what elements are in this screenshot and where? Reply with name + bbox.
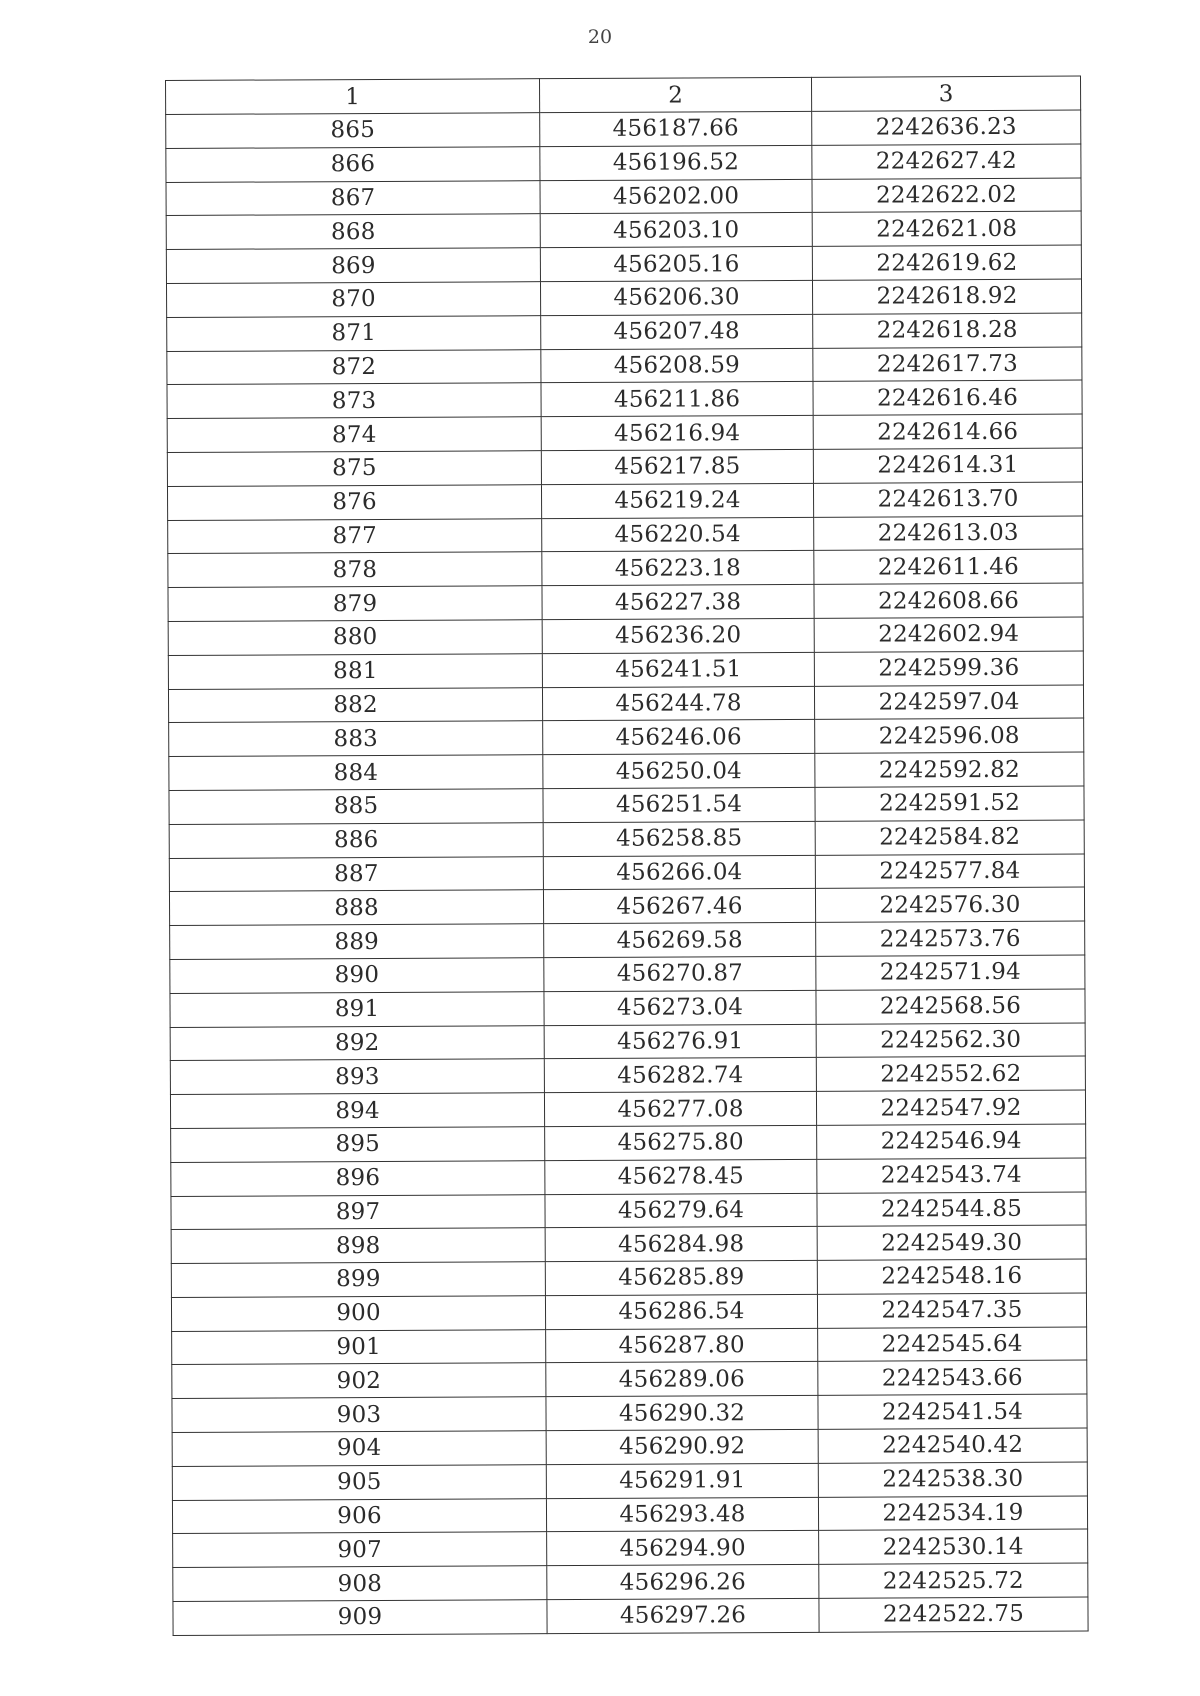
y-coordinate-cell: 2242608.66 [814, 583, 1083, 618]
table-row [166, 144, 1081, 182]
y-coordinate-cell: 2242627.42 [812, 144, 1081, 179]
x-coordinate-cell: 456269.58 [544, 922, 816, 957]
y-coordinate-cell: 2242576.30 [815, 887, 1084, 922]
table-row [166, 245, 1081, 283]
x-coordinate-cell: 456223.18 [542, 551, 814, 586]
y-coordinate-cell: 2242548.16 [817, 1259, 1086, 1294]
point-number-cell: 879 [168, 586, 542, 622]
table-row [170, 955, 1085, 993]
table-row [169, 887, 1084, 925]
x-coordinate-cell: 456208.59 [541, 348, 813, 383]
x-coordinate-cell: 456294.90 [547, 1531, 819, 1566]
x-coordinate-cell: 456273.04 [544, 990, 816, 1025]
point-number-cell: 882 [168, 687, 542, 723]
x-coordinate-cell: 456241.51 [542, 652, 814, 687]
point-number-cell: 892 [170, 1025, 544, 1061]
table-row [167, 482, 1082, 520]
point-number-cell: 889 [170, 924, 544, 960]
point-number-cell: 874 [167, 417, 541, 453]
x-coordinate-cell: 456205.16 [540, 247, 812, 282]
point-number-cell: 877 [168, 518, 542, 554]
table-row [166, 110, 1081, 148]
table-row [166, 211, 1081, 249]
point-number-cell: 866 [166, 146, 540, 182]
x-coordinate-cell: 456207.48 [541, 314, 813, 349]
point-number-cell: 893 [170, 1059, 544, 1095]
y-coordinate-cell: 2242546.94 [817, 1124, 1086, 1159]
point-number-cell: 894 [170, 1093, 544, 1129]
x-coordinate-cell: 456284.98 [545, 1227, 817, 1262]
table-row [171, 1259, 1086, 1297]
y-coordinate-cell: 2242540.42 [818, 1428, 1087, 1463]
x-coordinate-cell: 456287.80 [546, 1328, 818, 1363]
y-coordinate-cell: 2242543.74 [817, 1158, 1086, 1193]
x-coordinate-cell: 456277.08 [544, 1091, 816, 1126]
x-coordinate-cell: 456267.46 [543, 889, 815, 924]
x-coordinate-cell: 456296.26 [547, 1565, 819, 1600]
y-coordinate-cell: 2242613.03 [814, 516, 1083, 551]
table-row [169, 752, 1084, 790]
y-coordinate-cell: 2242591.52 [815, 786, 1084, 821]
point-number-cell: 890 [170, 958, 544, 994]
table-row [172, 1327, 1087, 1365]
y-coordinate-cell: 2242543.66 [818, 1360, 1087, 1395]
y-coordinate-cell: 2242547.92 [816, 1090, 1085, 1125]
x-coordinate-cell: 456282.74 [544, 1058, 816, 1093]
point-number-cell: 875 [167, 451, 541, 487]
y-coordinate-cell: 2242544.85 [817, 1192, 1086, 1227]
y-coordinate-cell: 2242599.36 [814, 651, 1083, 686]
y-coordinate-cell: 2242636.23 [812, 110, 1081, 145]
page-number: 20 [587, 26, 613, 48]
table-row [170, 921, 1085, 959]
y-coordinate-cell: 2242602.94 [814, 617, 1083, 652]
y-coordinate-cell: 2242522.75 [819, 1597, 1088, 1632]
point-number-cell: 883 [169, 721, 543, 757]
point-number-cell: 884 [169, 755, 543, 791]
y-coordinate-cell: 2242584.82 [815, 820, 1084, 855]
x-coordinate-cell: 456275.80 [545, 1125, 817, 1160]
point-number-cell: 873 [167, 383, 541, 419]
point-number-cell: 885 [169, 789, 543, 825]
coordinates-table [165, 76, 1089, 1636]
table-row [167, 347, 1082, 385]
y-coordinate-cell: 2242597.04 [814, 685, 1083, 720]
table-row [172, 1394, 1087, 1432]
y-coordinate-cell: 2242613.70 [813, 482, 1082, 517]
y-coordinate-cell: 2242611.46 [814, 549, 1083, 584]
point-number-cell: 871 [167, 315, 541, 351]
x-coordinate-cell: 456220.54 [542, 517, 814, 552]
table-row [171, 1124, 1086, 1162]
table-row [171, 1158, 1086, 1196]
x-coordinate-cell: 456202.00 [540, 179, 812, 214]
y-coordinate-cell: 2242530.14 [819, 1529, 1088, 1564]
table-body [166, 76, 1089, 1635]
point-number-cell: 897 [171, 1194, 545, 1230]
y-coordinate-cell: 2242622.02 [812, 178, 1081, 213]
x-coordinate-cell: 456276.91 [544, 1024, 816, 1059]
x-coordinate-cell: 456290.92 [546, 1429, 818, 1464]
point-number-cell: 909 [173, 1600, 547, 1636]
table-row [168, 549, 1083, 587]
point-number-cell: 908 [173, 1566, 547, 1602]
table-row [172, 1428, 1087, 1466]
x-coordinate-cell: 456216.94 [541, 416, 813, 451]
x-coordinate-cell: 456203.10 [540, 213, 812, 248]
point-number-cell: 865 [166, 113, 540, 149]
point-number-cell: 899 [171, 1262, 545, 1298]
x-coordinate-cell: 456217.85 [541, 449, 813, 484]
y-coordinate-cell: 2242618.28 [813, 313, 1082, 348]
table-row [169, 820, 1084, 858]
x-coordinate-cell: 456266.04 [543, 855, 815, 890]
y-coordinate-cell: 2242525.72 [819, 1563, 1088, 1598]
y-coordinate-cell: 2242552.62 [816, 1056, 1085, 1091]
y-coordinate-cell: 2242614.66 [813, 414, 1082, 449]
table-row [169, 854, 1084, 892]
table-row [166, 279, 1081, 317]
x-coordinate-cell: 456285.89 [545, 1260, 817, 1295]
y-coordinate-cell: 2242618.92 [812, 279, 1081, 314]
x-coordinate-cell: 456293.48 [546, 1497, 818, 1532]
point-number-cell: 869 [166, 248, 540, 284]
x-coordinate-cell: 456290.32 [546, 1396, 818, 1431]
x-coordinate-cell: 456219.24 [541, 483, 813, 518]
point-number-cell: 891 [170, 991, 544, 1027]
point-number-cell: 907 [173, 1532, 547, 1568]
point-number-cell: 870 [166, 282, 540, 318]
x-coordinate-cell: 456279.64 [545, 1193, 817, 1228]
y-coordinate-cell: 2242596.08 [815, 718, 1084, 753]
table-row [167, 414, 1082, 452]
y-coordinate-cell: 2242545.64 [818, 1327, 1087, 1362]
point-number-cell: 876 [167, 484, 541, 520]
x-coordinate-cell: 456211.86 [541, 382, 813, 417]
point-number-cell: 905 [172, 1465, 546, 1501]
x-coordinate-cell: 456286.54 [545, 1294, 817, 1329]
x-coordinate-cell: 456206.30 [540, 280, 812, 315]
x-coordinate-cell: 456258.85 [543, 821, 815, 856]
table-row [171, 1225, 1086, 1263]
x-coordinate-cell: 456187.66 [540, 111, 812, 146]
table-row [173, 1529, 1088, 1567]
point-number-cell: 895 [171, 1127, 545, 1163]
y-coordinate-cell: 2242562.30 [816, 1023, 1085, 1058]
table-row [173, 1597, 1088, 1635]
point-number-cell: 904 [172, 1431, 546, 1467]
column-header-2: 2 [539, 77, 811, 112]
y-coordinate-cell: 2242619.62 [812, 245, 1081, 280]
point-number-cell: 888 [169, 890, 543, 926]
y-coordinate-cell: 2242571.94 [816, 955, 1085, 990]
y-coordinate-cell: 2242573.76 [816, 921, 1085, 956]
table-row [169, 786, 1084, 824]
x-coordinate-cell: 456250.04 [543, 753, 815, 788]
table-row [170, 1023, 1085, 1061]
point-number-cell: 867 [166, 180, 540, 216]
x-coordinate-cell: 456236.20 [542, 618, 814, 653]
x-coordinate-cell: 456297.26 [547, 1598, 819, 1633]
table-row [168, 617, 1083, 655]
x-coordinate-cell: 456278.45 [545, 1159, 817, 1194]
y-coordinate-cell: 2242547.35 [817, 1293, 1086, 1328]
table-row [169, 718, 1084, 756]
table-row [171, 1293, 1086, 1331]
table-row [166, 178, 1081, 216]
table-row [167, 380, 1082, 418]
y-coordinate-cell: 2242616.46 [813, 380, 1082, 415]
column-header-3: 3 [811, 76, 1080, 111]
table-row [170, 1090, 1085, 1128]
x-coordinate-cell: 456227.38 [542, 584, 814, 619]
point-number-cell: 872 [167, 349, 541, 385]
table-row [168, 685, 1083, 723]
table-row [173, 1563, 1088, 1601]
point-number-cell: 903 [172, 1397, 546, 1433]
table-row [172, 1496, 1087, 1534]
x-coordinate-cell: 456251.54 [543, 787, 815, 822]
point-number-cell: 886 [169, 822, 543, 858]
column-header-1: 1 [166, 79, 540, 115]
table-row [168, 583, 1083, 621]
table-row [172, 1360, 1087, 1398]
table-row [172, 1462, 1087, 1500]
table-row [167, 448, 1082, 486]
point-number-cell: 880 [168, 620, 542, 656]
y-coordinate-cell: 2242577.84 [815, 854, 1084, 889]
y-coordinate-cell: 2242614.31 [813, 448, 1082, 483]
table-row [170, 1056, 1085, 1094]
y-coordinate-cell: 2242549.30 [817, 1225, 1086, 1260]
x-coordinate-cell: 456196.52 [540, 145, 812, 180]
table-header-row [166, 76, 1081, 114]
point-number-cell: 878 [168, 552, 542, 588]
x-coordinate-cell: 456270.87 [544, 956, 816, 991]
y-coordinate-cell: 2242538.30 [818, 1462, 1087, 1497]
table-row [171, 1192, 1086, 1230]
point-number-cell: 900 [171, 1296, 545, 1332]
y-coordinate-cell: 2242592.82 [815, 752, 1084, 787]
point-number-cell: 868 [166, 214, 540, 250]
table-row [170, 989, 1085, 1027]
point-number-cell: 896 [171, 1160, 545, 1196]
x-coordinate-cell: 456244.78 [542, 686, 814, 721]
table-row [168, 651, 1083, 689]
x-coordinate-cell: 456289.06 [546, 1362, 818, 1397]
y-coordinate-cell: 2242617.73 [813, 347, 1082, 382]
point-number-cell: 881 [168, 653, 542, 689]
table-row [168, 516, 1083, 554]
x-coordinate-cell: 456291.91 [546, 1463, 818, 1498]
point-number-cell: 898 [171, 1228, 545, 1264]
y-coordinate-cell: 2242541.54 [818, 1394, 1087, 1429]
table-row [167, 313, 1082, 351]
point-number-cell: 902 [172, 1363, 546, 1399]
x-coordinate-cell: 456246.06 [543, 720, 815, 755]
y-coordinate-cell: 2242534.19 [818, 1496, 1087, 1531]
y-coordinate-cell: 2242568.56 [816, 989, 1085, 1024]
point-number-cell: 887 [169, 856, 543, 892]
point-number-cell: 906 [172, 1498, 546, 1534]
point-number-cell: 901 [172, 1329, 546, 1365]
y-coordinate-cell: 2242621.08 [812, 211, 1081, 246]
